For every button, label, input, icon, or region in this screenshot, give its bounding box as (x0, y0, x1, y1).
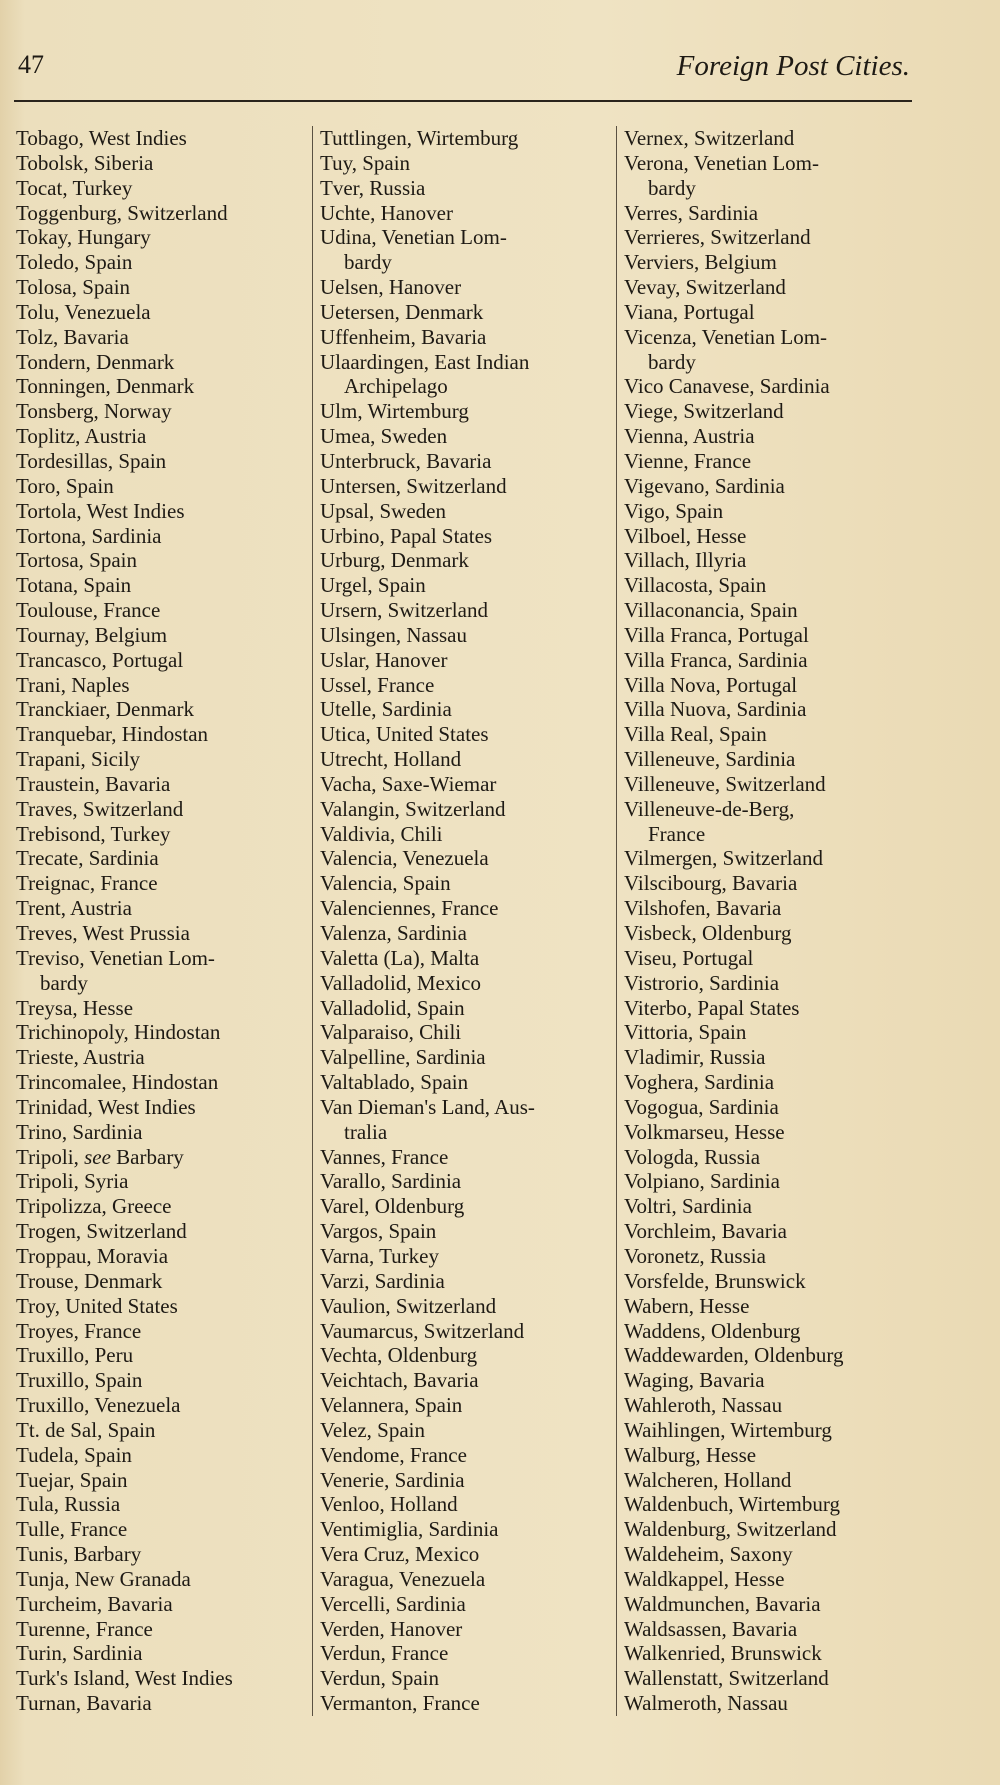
city-entry: Verdun, Spain (320, 1666, 439, 1691)
city-entry: Tuttlingen, Wirtemburg (320, 126, 519, 150)
city-entry: Tortola, West Indies (16, 498, 185, 523)
page-number: 47 (18, 50, 44, 79)
city-entry: Valangin, Switzerland (320, 796, 506, 821)
city-entry: Valladolid, Spain (320, 995, 465, 1020)
city-entry: Tulle, France (16, 1517, 128, 1542)
city-entry: Ulsingen, Nassau (320, 622, 467, 647)
city-entry: Turk's Island, West Indies (16, 1666, 233, 1691)
city-entry: Villeneuve, Switzerland (624, 771, 826, 796)
city-entry: Vittoria, Spain (624, 1020, 747, 1045)
city-entry: Ursern, Switzerland (320, 598, 488, 623)
city-entry: Vernex, Switzerland (624, 126, 795, 150)
city-entry: Untersen, Switzerland (320, 473, 507, 498)
city-entry: Vladimir, Russia (624, 1045, 766, 1070)
city-entry: Treves, West Prussia (16, 921, 190, 945)
city-entry: Valparaiso, Chili (320, 1020, 462, 1045)
city-entry: Trani, Naples (16, 672, 130, 697)
city-entry: Wallenstatt, Switzerland (624, 1666, 829, 1691)
city-entry: Verres, Sardinia (624, 200, 759, 225)
city-entry: Turin, Sardinia (16, 1641, 143, 1666)
city-entry: Trincomalee, Hindostan (16, 1070, 219, 1095)
city-entry: Voltri, Sardinia (624, 1194, 752, 1219)
city-entry: Vogogua, Sardinia (624, 1094, 779, 1119)
city-entry: Vicenza, Venetian Lom- (624, 324, 828, 349)
city-entry: Varel, Oldenburg (320, 1194, 465, 1219)
city-entry: Waldeheim, Saxony (624, 1542, 793, 1567)
city-entry-continuation: tralia (344, 1119, 388, 1144)
city-entry: Waldsassen, Bavaria (624, 1616, 798, 1641)
city-entry: Traves, Switzerland (16, 796, 184, 821)
city-entry: Villa Nuova, Sardinia (624, 697, 807, 722)
city-entry: Tranckiaer, Denmark (16, 697, 194, 722)
city-entry: Villa Nova, Portugal (624, 672, 798, 697)
city-entry: Trichinopoly, Hindostan (16, 1020, 221, 1045)
city-entry: Vico Canavese, Sardinia (624, 374, 830, 399)
city-entry: Tokay, Hungary (16, 225, 151, 250)
city-entry: Verden, Hanover (320, 1616, 463, 1641)
city-entry: Valtablado, Spain (320, 1070, 469, 1095)
city-entry: Tranquebar, Hindostan (16, 722, 209, 747)
city-entry: Velannera, Spain (320, 1393, 463, 1418)
city-entry: Tonsberg, Norway (16, 399, 172, 424)
city-entry: Venloo, Holland (320, 1492, 458, 1517)
city-entry: Veichtach, Bavaria (320, 1368, 479, 1393)
city-entry: Tula, Russia (16, 1492, 121, 1517)
city-entry: Tocat, Turkey (16, 175, 133, 200)
city-entry: Vologda, Russia (624, 1144, 761, 1169)
city-entry: Vienne, France (624, 448, 752, 473)
city-entry: Vacha, Saxe-Wiemar (320, 771, 497, 796)
city-entry: Valenza, Sardinia (320, 921, 467, 945)
city-entry: Vannes, France (320, 1144, 449, 1169)
city-entry: Toulouse, France (16, 598, 161, 623)
city-entry: Utrecht, Holland (320, 747, 462, 772)
city-entry: Toggenburg, Switzerland (16, 200, 228, 225)
city-entry: Van Dieman's Land, Aus- (320, 1094, 535, 1119)
city-entry: Totana, Spain (16, 573, 132, 598)
city-entry: Villa Franca, Sardinia (624, 647, 808, 672)
city-entry: Treignac, France (16, 871, 158, 896)
city-entry: Verrieres, Switzerland (624, 225, 811, 250)
city-entry: Tournay, Belgium (16, 622, 168, 647)
city-entry: Villach, Illyria (624, 548, 747, 573)
city-entry: Tobago, West Indies (16, 126, 187, 150)
header-rule (14, 100, 912, 102)
city-entry: Trieste, Austria (16, 1045, 145, 1070)
city-entry: Vilscibourg, Bavaria (624, 871, 798, 896)
column-2 (320, 126, 620, 1716)
city-entry: Vermanton, France (320, 1691, 480, 1716)
city-entry: Utica, United States (320, 722, 489, 747)
city-entry: Tunis, Barbary (16, 1542, 142, 1567)
city-entry: Villa Franca, Portugal (624, 622, 809, 647)
city-entry-continuation: France (648, 821, 706, 846)
city-entry: Uffenheim, Bavaria (320, 324, 487, 349)
city-entry: Valencia, Venezuela (320, 846, 489, 871)
city-entry: Tunja, New Granada (16, 1566, 191, 1591)
city-entry: Tortona, Sardinia (16, 523, 162, 548)
running-title: Foreign Post Cities. (676, 50, 910, 82)
city-entry: Trogen, Switzerland (16, 1219, 187, 1244)
city-entry: Udina, Venetian Lom- (320, 225, 507, 250)
city-index (16, 126, 906, 1726)
city-entry: Waldkappel, Hesse (624, 1566, 785, 1591)
city-entry: Vera Cruz, Mexico (320, 1542, 480, 1567)
city-entry: Vaumarcus, Switzerland (320, 1318, 525, 1343)
city-entry: Varna, Turkey (320, 1243, 439, 1268)
city-entry: Walburg, Hesse (624, 1442, 757, 1467)
city-entry: Tondern, Denmark (16, 349, 175, 374)
city-entry: Valencia, Spain (320, 871, 451, 896)
city-entry: Urbino, Papal States (320, 523, 493, 548)
city-entry: Walmeroth, Nassau (624, 1691, 788, 1716)
city-entry: Tordesillas, Spain (16, 448, 167, 473)
city-entry: Voghera, Sardinia (624, 1070, 775, 1095)
city-entry: Tudela, Spain (16, 1442, 132, 1467)
column-divider (616, 126, 617, 1716)
city-entry: Waldmunchen, Bavaria (624, 1591, 821, 1616)
city-entry: Tripoli, see Barbary (16, 1144, 184, 1169)
city-entry: Waddewarden, Oldenburg (624, 1343, 844, 1368)
city-entry: Ventimiglia, Sardinia (320, 1517, 499, 1542)
city-entry: Tonningen, Denmark (16, 374, 195, 399)
city-entry-continuation: bardy (344, 250, 392, 275)
city-entry: Tuy, Spain (320, 150, 411, 175)
city-entry: Unterbruck, Bavaria (320, 448, 492, 473)
city-entry: Uelsen, Hanover (320, 275, 462, 300)
city-entry: Valetta (La), Malta (320, 945, 480, 970)
city-entry: Waihlingen, Wirtemburg (624, 1417, 832, 1442)
city-entry: Valladolid, Mexico (320, 970, 481, 995)
city-entry: Troppau, Moravia (16, 1243, 169, 1268)
city-entry: Tolu, Venezuela (16, 299, 151, 324)
city-entry: Valpelline, Sardinia (320, 1045, 486, 1070)
city-entry: Ulaardingen, East Indian (320, 349, 530, 374)
city-entry: Ulm, Wirtemburg (320, 399, 469, 424)
city-entry: Trancasco, Portugal (16, 647, 184, 672)
city-entry: Vistrorio, Sardinia (624, 970, 780, 995)
city-entry: Valdivia, Chili (320, 821, 443, 846)
city-entry: Truxillo, Spain (16, 1368, 143, 1393)
city-entry: Truxillo, Venezuela (16, 1393, 181, 1418)
city-entry: Verviers, Belgium (624, 250, 777, 275)
city-entry: Varagua, Venezuela (320, 1566, 486, 1591)
city-entry: Turenne, France (16, 1616, 153, 1641)
city-entry: Truxillo, Peru (16, 1343, 134, 1368)
city-entry: Vilshofen, Bavaria (624, 896, 782, 921)
city-entry: Vorchleim, Bavaria (624, 1219, 787, 1244)
city-entry: Toplitz, Austria (16, 424, 147, 449)
city-entry: Volpiano, Sardinia (624, 1169, 780, 1194)
city-entry-continuation: bardy (40, 970, 88, 995)
city-entry-continuation: Archipelago (344, 374, 448, 399)
city-entry: Waldenburg, Switzerland (624, 1517, 837, 1542)
city-entry: Trecate, Sardinia (16, 846, 159, 871)
city-entry: Villaconancia, Spain (624, 598, 798, 623)
city-entry: Treysa, Hesse (16, 995, 134, 1020)
city-entry: Varallo, Sardinia (320, 1169, 462, 1194)
city-entry: Toledo, Spain (16, 250, 133, 275)
city-entry: Vevay, Switzerland (624, 275, 786, 300)
city-entry: Venerie, Sardinia (320, 1467, 465, 1492)
city-entry: Troyes, France (16, 1318, 142, 1343)
city-entry: Ussel, France (320, 672, 435, 697)
city-entry: Verdun, France (320, 1641, 449, 1666)
city-entry: Waddens, Oldenburg (624, 1318, 801, 1343)
city-entry: Vorsfelde, Brunswick (624, 1268, 806, 1293)
city-entry: Villeneuve-de-Berg, (624, 796, 795, 821)
city-entry: Urburg, Denmark (320, 548, 469, 573)
city-entry: Vigevano, Sardinia (624, 473, 785, 498)
city-entry: Traustein, Bavaria (16, 771, 171, 796)
city-entry: Upsal, Sweden (320, 498, 446, 523)
city-entry: Wabern, Hesse (624, 1293, 750, 1318)
city-entry-continuation: bardy (648, 349, 696, 374)
city-entry: Vechta, Oldenburg (320, 1343, 478, 1368)
city-entry: Toro, Spain (16, 473, 114, 498)
city-entry: Viana, Portugal (624, 299, 755, 324)
city-entry: Tuejar, Spain (16, 1467, 128, 1492)
city-entry: Wahleroth, Nassau (624, 1393, 783, 1418)
city-entry: Umea, Sweden (320, 424, 448, 449)
city-entry: Urgel, Spain (320, 573, 426, 598)
city-entry: Tripolizza, Greece (16, 1194, 172, 1219)
city-entry: Viterbo, Papal States (624, 995, 800, 1020)
city-entry: Vercelli, Sardinia (320, 1591, 466, 1616)
city-entry: Tver, Russia (320, 175, 426, 200)
city-entry: Villacosta, Spain (624, 573, 767, 598)
city-entry: Uslar, Hanover (320, 647, 448, 672)
city-entry: Visbeck, Oldenburg (624, 921, 792, 945)
column-divider (312, 126, 313, 1716)
city-entry: Vilboel, Hesse (624, 523, 747, 548)
column-1 (16, 126, 316, 1716)
city-entry: Treviso, Venetian Lom- (16, 945, 215, 970)
city-entry-continuation: bardy (648, 175, 696, 200)
city-entry: Tobolsk, Siberia (16, 150, 154, 175)
city-entry: Villa Real, Spain (624, 722, 767, 747)
city-entry: Vilmergen, Switzerland (624, 846, 823, 871)
city-entry: Villeneuve, Sardinia (624, 747, 796, 772)
city-entry: Walkenried, Brunswick (624, 1641, 822, 1666)
city-entry: Tolosa, Spain (16, 275, 131, 300)
city-entry: Waldenbuch, Wirtemburg (624, 1492, 840, 1517)
city-entry: Utelle, Sardinia (320, 697, 452, 722)
city-entry: Vienna, Austria (624, 424, 755, 449)
city-entry: Tt. de Sal, Spain (16, 1417, 156, 1442)
city-entry: Tolz, Bavaria (16, 324, 129, 349)
city-entry: Troy, United States (16, 1293, 178, 1318)
city-entry: Varzi, Sardinia (320, 1268, 445, 1293)
city-entry: Tripoli, Syria (16, 1169, 129, 1194)
city-entry: Viseu, Portugal (624, 945, 754, 970)
city-entry: Valenciennes, France (320, 896, 499, 921)
city-entry: Uetersen, Denmark (320, 299, 484, 324)
city-entry: Voronetz, Russia (624, 1243, 766, 1268)
city-entry: Vargos, Spain (320, 1219, 437, 1244)
city-entry: Verona, Venetian Lom- (624, 150, 819, 175)
page-header (18, 50, 910, 90)
city-entry: Turnan, Bavaria (16, 1691, 152, 1716)
city-entry: Turcheim, Bavaria (16, 1591, 173, 1616)
city-entry: Trino, Sardinia (16, 1119, 143, 1144)
city-entry: Vaulion, Switzerland (320, 1293, 497, 1318)
column-3 (624, 126, 924, 1716)
city-entry: Vendome, France (320, 1442, 467, 1467)
city-entry: Waging, Bavaria (624, 1368, 765, 1393)
city-entry: Trouse, Denmark (16, 1268, 163, 1293)
city-entry: Vigo, Spain (624, 498, 724, 523)
city-entry: Viege, Switzerland (624, 399, 784, 424)
city-entry: Trapani, Sicily (16, 747, 141, 772)
city-entry: Trebisond, Turkey (16, 821, 171, 846)
city-entry: Tortosa, Spain (16, 548, 138, 573)
city-entry: Trinidad, West Indies (16, 1094, 196, 1119)
city-entry: Uchte, Hanover (320, 200, 453, 225)
city-entry: Volkmarseu, Hesse (624, 1119, 785, 1144)
city-entry: Velez, Spain (320, 1417, 425, 1442)
city-entry: Trent, Austria (16, 896, 132, 921)
city-entry: Walcheren, Holland (624, 1467, 792, 1492)
